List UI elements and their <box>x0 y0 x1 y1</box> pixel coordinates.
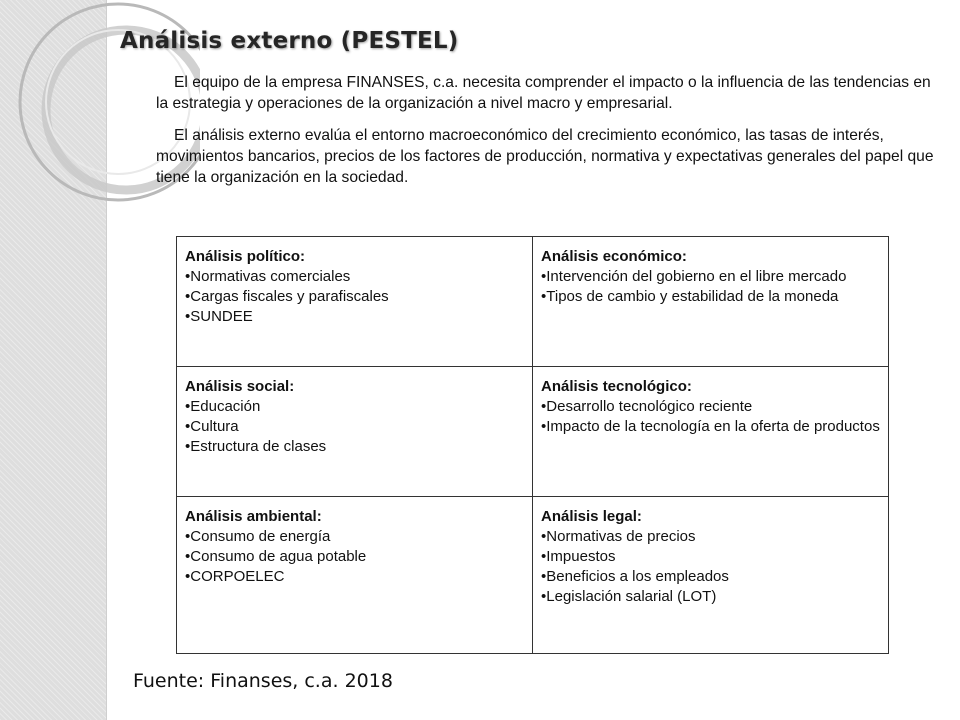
political-title: Análisis político: <box>185 248 306 265</box>
list-item: • Beneficios a los empleados <box>541 567 880 587</box>
environmental-title: Análisis ambiental: <box>185 508 322 526</box>
list-item: • Cargas fiscales y parafiscales <box>185 287 524 307</box>
social-list <box>185 397 524 457</box>
technological-list <box>541 397 880 437</box>
pestel-table <box>176 236 889 654</box>
table-row <box>177 367 889 497</box>
list-item: • Tipos de cambio y estabilidad de la moneda <box>541 287 880 307</box>
list-item: • SUNDEE <box>185 307 524 327</box>
list-item: • Normativas de precios <box>541 527 880 547</box>
technological-title: Análisis tecnológico: <box>541 378 692 396</box>
list-item: • Estructura de clases <box>185 437 524 457</box>
list-item: • Educación <box>185 397 524 417</box>
legal-cell <box>533 497 889 654</box>
political-cell <box>177 237 533 367</box>
environmental-list <box>185 527 524 587</box>
list-item: • Desarrollo tecnológico reciente <box>541 397 880 417</box>
list-item: • Intervención del gobierno en el libre mercado <box>541 267 880 287</box>
list-item: • Legislación salarial (LOT) <box>541 587 880 607</box>
list-item: • Normativas comerciales <box>185 267 524 287</box>
technological-cell <box>533 367 889 497</box>
list-item: • Cultura <box>185 417 524 437</box>
source-caption: Fuente: Finanses, c.a. 2018 <box>133 670 393 692</box>
list-item: • Impacto de la tecnología en la oferta de productos <box>541 417 880 437</box>
environmental-cell <box>177 497 533 654</box>
analysis-paragraph: El análisis externo evalúa el entorno macroeconómico del crecimiento económico, las tasas de interés, movimientos bancarios, precios de los factores de producción, normativa y expectativas generales del papel que tiene la organización en la sociedad. <box>156 127 934 186</box>
economic-title: Análisis económico: <box>541 248 687 265</box>
list-item: • Consumo de agua potable <box>185 547 524 567</box>
social-title: Análisis social: <box>185 378 295 396</box>
list-item: • Impuestos <box>541 547 880 567</box>
economic-cell <box>533 237 889 367</box>
intro-paragraph: El equipo de la empresa FINANSES, c.a. necesita comprender el impacto o la influencia de las tendencias en la estrategia y operaciones de la organización a nivel macro y empresarial. <box>156 74 931 112</box>
social-cell <box>177 367 533 497</box>
slide-title: Análisis externo (PESTEL) <box>120 28 459 54</box>
legal-title: Análisis legal: <box>541 508 642 526</box>
political-list <box>185 267 524 327</box>
list-item: • CORPOELEC <box>185 567 524 587</box>
table-row <box>177 497 889 654</box>
legal-list <box>541 527 880 607</box>
list-item: • Consumo de energía <box>185 527 524 547</box>
economic-list <box>541 267 880 307</box>
table-row <box>177 237 889 367</box>
